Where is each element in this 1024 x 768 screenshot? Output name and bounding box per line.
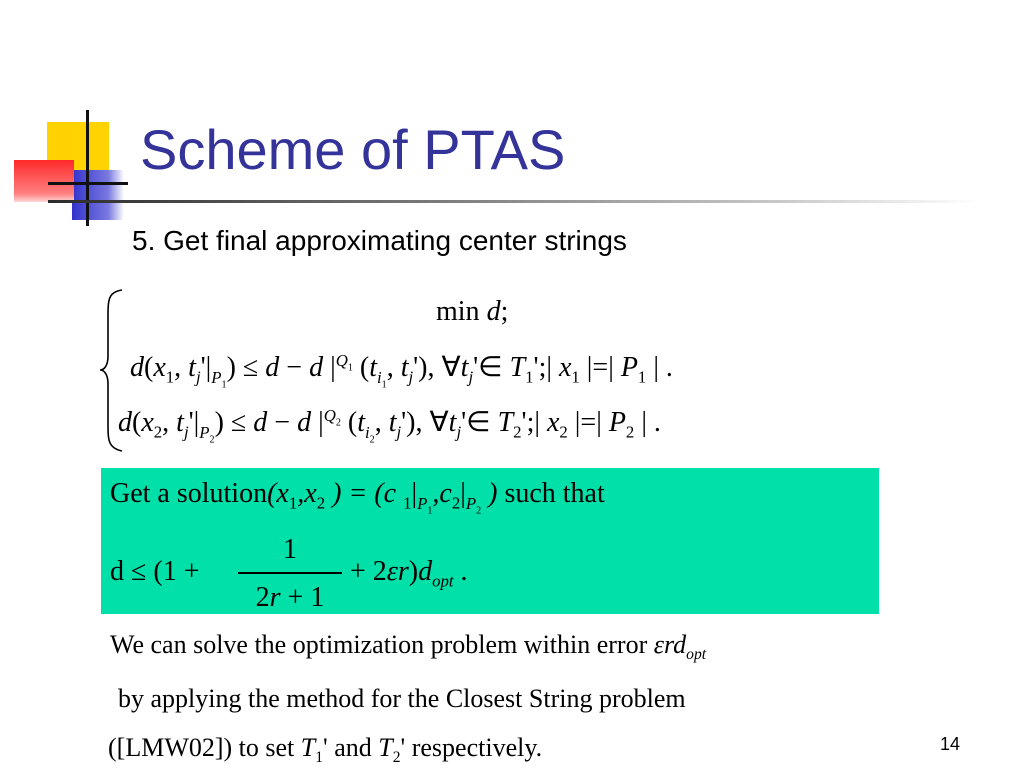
deco-blue-square <box>72 170 124 220</box>
highlight-line-1: Get a $solution(x_1,x_2$ ) = (c $_1|_{P_1},c_2|_{P_2}$ ) such that <box>110 478 605 516</box>
paragraph-line-3: ([LMW02]) to set $T_1'$ and $T_2'$ respectively. <box>108 733 543 767</box>
title-divider <box>48 200 978 203</box>
fraction-numerator: 1 <box>283 534 297 565</box>
fraction-bar <box>238 572 342 574</box>
paragraph-line-2: by applying the method for the Closest String problem <box>118 684 686 713</box>
highlight-line-2-left: d ≤ (1 + <box>110 556 200 587</box>
highlight-prefix: Get a solution <box>110 478 268 509</box>
slide-title: Scheme of PTAS <box>140 118 566 181</box>
deco-red-square <box>14 160 74 202</box>
deco-horizontal-line <box>48 182 128 185</box>
step-text: 5. Get final approximating center strings <box>132 225 627 256</box>
paragraph-line-1: We can solve the optimization problem within error εrd$_{opt}$ <box>110 630 707 664</box>
page-number: 14 <box>940 734 961 754</box>
deco-vertical-line <box>86 110 89 226</box>
highlight-suffix: such that <box>504 478 605 509</box>
fraction-denominator: 2r + 1 <box>255 582 325 613</box>
equation-line-2: $d(x_1$, $t_j'|_{P_1}) \le d - d$ $|^{Q_1}$ ($t_{i_1}$, $t_j'$), $\forall t_j'\in$ $T_1';|$ $x_1$ |=| $P_1$ | . <box>130 350 673 390</box>
equation-line-1: min d; <box>436 296 509 327</box>
highlight-line-2-right: + $2\varepsilon r)d_{opt}$ . <box>350 556 468 591</box>
equation-line-3: $d(x_2$, $t_j'|_{P_2}) \le d - d$ $|^{Q_2}$ ($t_{i_2}$, $t_j'$), $\forall t_j'\in$ $T_2';|$ $x_2$ |=| $P_2$ | . <box>118 405 661 445</box>
